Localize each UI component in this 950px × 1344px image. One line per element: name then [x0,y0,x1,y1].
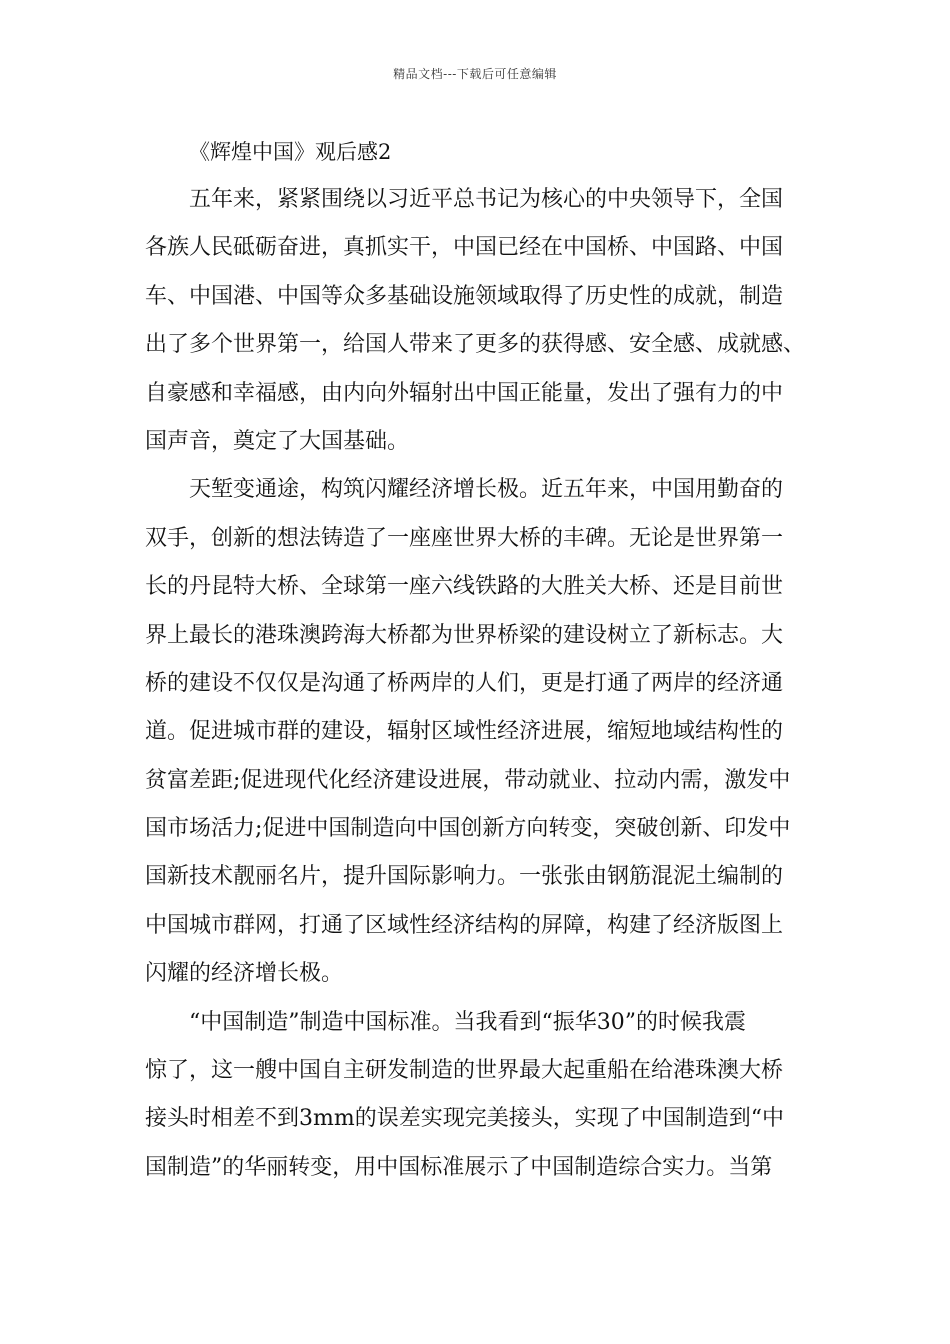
paragraph-line: 五年来，紧紧围绕以习近平总书记为核心的中央领导下，全国 [189,187,784,212]
paragraph-line: 国声音，奠定了大国基础。 [145,428,410,454]
paragraph-line: “中国制造”制造中国标准。当我看到“振华30”的时候我震 [189,1009,746,1035]
paragraph-line: 界上最长的港珠澳跨海大桥都为世界桥梁的建设树立了新标志。大 [145,622,784,648]
paragraph-line: 国新技术靓丽名片，提升国际影响力。一张张由钢筋混泥土编制的 [145,864,784,890]
paragraph [145,176,813,466]
paragraph [145,999,813,1193]
page-header: 精品文档---下载后可任意编辑 [393,67,557,81]
paragraph-line: 自豪感和幸福感，由内向外辐射出中国正能量，发出了强有力的中 [145,380,784,406]
paragraph-line: 长的丹昆特大桥、全球第一座六线铁路的大胜关大桥、还是目前世 [145,574,784,600]
paragraph-line: 国制造”的华丽转变，用中国标准展示了中国制造综合实力。当第 [145,1154,773,1180]
paragraph-line: 各族人民砥砺奋进，真抓实干，中国已经在中国桥、中国路、中国 [145,235,784,261]
paragraph-line: 出了多个世界第一，给国人带来了更多的获得感、安全感、成就感、 [145,332,806,358]
paragraph-line: 中国城市群网，打通了区域性经济结构的屏障，构建了经济版图上 [145,912,784,938]
paragraph-line: 贫富差距;促进现代化经济建设进展，带动就业、拉动内需，激发中 [145,767,791,793]
paragraph [145,466,813,998]
document-title: 《辉煌中国》观后感2 [189,140,392,164]
document-body [145,128,813,1192]
paragraph-line: 接头时相差不到3mm的误差实现完美接头，实现了中国制造到“中 [145,1106,784,1132]
paragraph-line: 道。促进城市群的建设，辐射区域性经济进展，缩短地域结构性的 [145,719,784,745]
paragraph-line: 双手，创新的想法铸造了一座座世界大桥的丰碑。无论是世界第一 [145,525,784,551]
paragraph-line: 车、中国港、中国等众多基础设施领域取得了历史性的成就，制造 [145,283,784,309]
paragraph-line: 闪耀的经济增长极。 [145,961,344,987]
paragraph-line: 国市场活力;促进中国制造向中国创新方向转变，突破创新、印发中 [145,816,791,842]
paragraph-list [145,176,813,1192]
paragraph-line: 惊了，这一艘中国自主研发制造的世界最大起重船在给港珠澳大桥 [145,1058,784,1084]
paragraph-line: 天堑变通途，构筑闪耀经济增长极。近五年来，中国用勤奋的 [189,477,784,503]
paragraph-line: 桥的建设不仅仅是沟通了桥两岸的人们，更是打通了两岸的经济通 [145,670,784,696]
